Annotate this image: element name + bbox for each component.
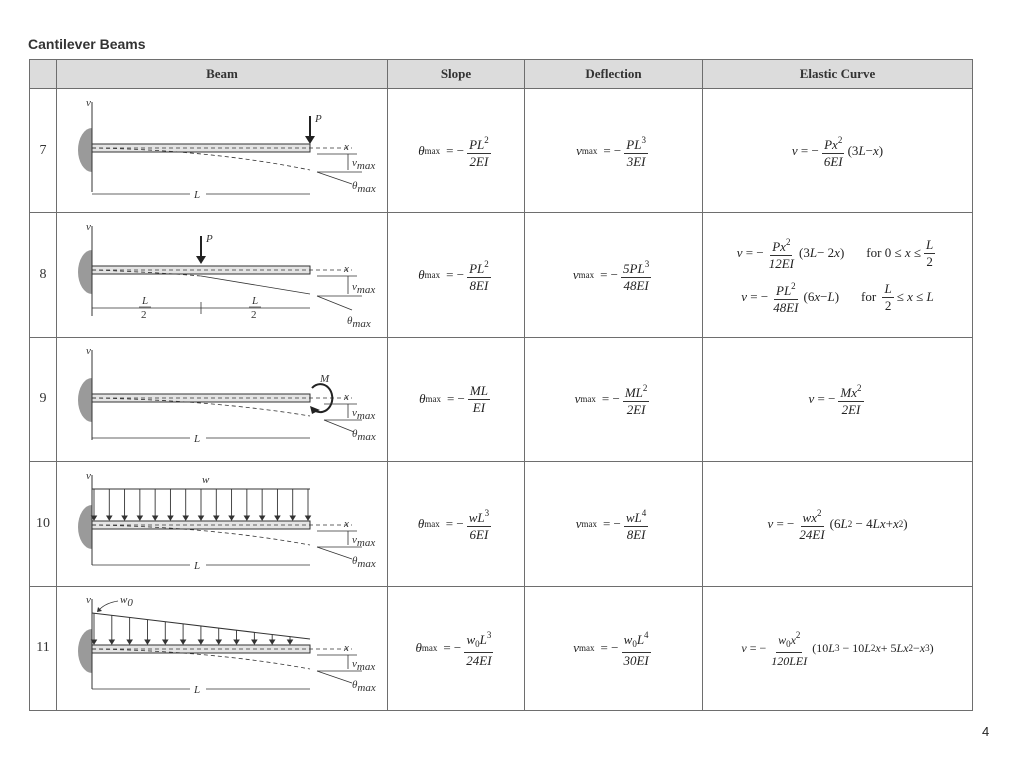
row-number: 11 — [30, 586, 57, 710]
load-arrowhead — [198, 640, 203, 644]
table-row — [30, 213, 973, 337]
load-arrowhead — [214, 516, 219, 520]
deflection-formula: v max = − $\frac{wL^4}{8EI}$ — [525, 462, 703, 586]
slope-formula: θ max = − $\frac{wL^3}{6EI}$ — [388, 462, 525, 586]
beam-diagram-uniform-load — [62, 465, 382, 583]
beam-diagram-cell — [57, 213, 388, 337]
svg-text:2: 2 — [251, 309, 257, 322]
header-deflection: Deflection — [525, 60, 703, 89]
svg-text:L: L — [142, 295, 149, 308]
beam-table — [29, 59, 973, 711]
load-arrowhead — [153, 516, 158, 520]
elastic-curve-formula: v = − $\frac{Mx^2}{2EI}$ — [703, 337, 973, 461]
deflection-formula: v max = − $\frac{PL^3}{3EI}$ — [525, 89, 703, 213]
svg-text:L: L — [194, 433, 201, 446]
page-number: 4 — [982, 724, 990, 739]
table-row — [30, 462, 973, 586]
svg-text:v: v — [86, 96, 91, 109]
svg-text:v: v — [86, 345, 91, 358]
svg-text:v: v — [86, 469, 91, 482]
svg-text:P: P — [206, 233, 213, 246]
svg-text:M: M — [320, 373, 330, 386]
svg-text:vmax: vmax — [352, 407, 376, 423]
load-arrowhead — [216, 640, 221, 644]
load-arrowhead — [270, 640, 275, 644]
svg-text:x: x — [344, 140, 349, 153]
elastic-curve-formula: v = − $\frac{Px^2}{6EI}$ (3 L − x ) — [703, 89, 973, 213]
elastic-curve-formula: v = − $\frac{wx^2}{24EI}$ (6 L 2 − 4 Lx + x 2 ) — [703, 462, 973, 586]
load-arrowhead — [252, 640, 257, 644]
beam-formula-table — [29, 59, 972, 711]
beam-diagram-triangular-load — [62, 589, 382, 707]
svg-text:vmax: vmax — [352, 156, 376, 172]
load-arrowhead — [183, 516, 188, 520]
table-row — [30, 337, 973, 461]
beam-diagram-point-load-mid — [62, 216, 382, 334]
slope-formula: θ max = − $\frac{ML}{EI}$ — [388, 337, 525, 461]
svg-text:w: w — [202, 473, 210, 486]
load-arrowhead — [244, 516, 249, 520]
beam-diagram-cell — [57, 462, 388, 586]
load-arrowhead — [122, 516, 127, 520]
page-title: Cantilever Beams — [28, 36, 146, 52]
slope-formula: θ max = − $\frac{w_0L^3}{24EI}$ — [388, 586, 525, 710]
svg-text:L: L — [194, 559, 201, 572]
svg-text:P: P — [315, 112, 322, 125]
load-arrowhead — [290, 516, 295, 520]
header-elastic-curve: Elastic Curve — [703, 60, 973, 89]
deflection-formula: v max = − $\frac{ML^2}{2EI}$ — [525, 337, 703, 461]
svg-text:θmax: θmax — [352, 179, 376, 195]
svg-text:w0: w0 — [120, 594, 133, 610]
beam-diagram-point-load-end — [62, 92, 382, 210]
load-arrowhead — [181, 640, 186, 644]
svg-text:x: x — [344, 391, 349, 404]
svg-text:L: L — [194, 188, 201, 201]
svg-text:θmax: θmax — [352, 554, 376, 570]
row-number: 7 — [30, 89, 57, 213]
elastic-curve-formula: v = − $\frac{w_0x^2}{\text{120LEI}}$ (10 L 3 − 10 L 2 x + 5 Lx 2 − x 3 ) — [703, 586, 973, 710]
load-arrowhead — [234, 640, 239, 644]
svg-text:vmax: vmax — [352, 281, 376, 297]
load-arrowhead — [275, 516, 280, 520]
load-arrowhead — [137, 516, 142, 520]
load-arrowhead — [163, 640, 168, 644]
svg-text:x: x — [344, 642, 349, 655]
svg-text:v: v — [86, 221, 91, 234]
svg-text:L: L — [194, 684, 201, 697]
slope-formula: θ max = − $\frac{PL^2}{8EI}$ — [388, 213, 525, 337]
beam-diagram-cell — [57, 89, 388, 213]
header-slope: Slope — [388, 60, 525, 89]
load-arrowhead — [145, 640, 150, 644]
svg-text:x: x — [344, 517, 349, 530]
svg-text:v: v — [86, 594, 91, 607]
svg-text:θmax: θmax — [352, 428, 376, 444]
load-arrowhead — [229, 516, 234, 520]
deflection-formula: v max = − $\frac{w_0L^4}{30EI}$ — [525, 586, 703, 710]
svg-text:L: L — [252, 295, 259, 308]
row-number: 8 — [30, 213, 57, 337]
svg-text:2: 2 — [141, 309, 147, 322]
deflection-formula: v max = − $\frac{5PL^3}{48EI}$ — [525, 213, 703, 337]
table-row — [30, 89, 973, 213]
slope-formula: θ max = − $\frac{PL^2}{2EI}$ — [388, 89, 525, 213]
beam-diagram-end-moment — [62, 340, 382, 458]
load-arrowhead — [109, 640, 114, 644]
load-arrowhead — [107, 516, 112, 520]
load-arrowhead — [306, 516, 311, 520]
row-number: 9 — [30, 337, 57, 461]
elastic-curve-formula: v = − $\frac{Px^2}{12EI}$ (3 L − 2 x ) for 0 ≤ x ≤ $\frac{L}{2}$ v = − $\frac{PL^2}{48EI}$ (6 x − L ) for $\frac{L}{2}$ ≤ x ≤ L — [703, 213, 973, 337]
load-arrowhead — [127, 640, 132, 644]
table-header-row — [30, 60, 973, 89]
beam-diagram-cell — [57, 586, 388, 710]
load-arrowhead — [168, 516, 173, 520]
beam-diagram-cell — [57, 337, 388, 461]
table-row — [30, 586, 973, 710]
svg-text:θmax: θmax — [352, 679, 376, 695]
header-beam: Beam — [57, 60, 388, 89]
svg-text:vmax: vmax — [352, 658, 376, 674]
header-number — [30, 60, 57, 89]
load-arrowhead — [288, 640, 293, 644]
svg-text:θmax: θmax — [347, 315, 371, 331]
load-arrowhead — [260, 516, 265, 520]
load-arrowhead — [199, 516, 204, 520]
svg-text:vmax: vmax — [352, 533, 376, 549]
svg-text:x: x — [344, 263, 349, 276]
row-number: 10 — [30, 462, 57, 586]
